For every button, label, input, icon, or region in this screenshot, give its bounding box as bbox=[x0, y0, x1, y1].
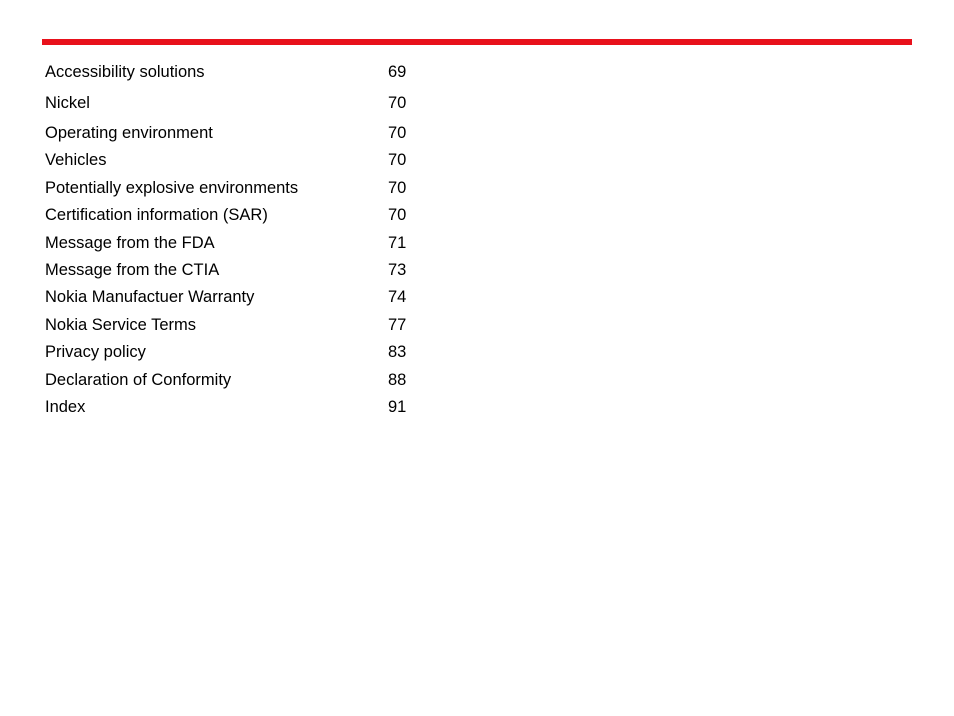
toc-entry-page: 70 bbox=[388, 151, 407, 170]
toc-entry-title: Potentially explosive environments bbox=[45, 178, 299, 197]
toc-entry-page: 70 bbox=[388, 124, 407, 142]
toc-entry-title: Index bbox=[45, 397, 86, 416]
toc-entry-title: Message from the FDA bbox=[45, 233, 215, 252]
toc-entry-page: 69 bbox=[388, 63, 407, 81]
toc-entry-title: Operating environment bbox=[45, 124, 213, 142]
toc-entry-page: 73 bbox=[388, 260, 407, 279]
toc-entry-page: 74 bbox=[388, 288, 407, 307]
toc-entry-page: 70 bbox=[388, 206, 407, 225]
toc-entry-title: Declaration of Conformity bbox=[45, 370, 232, 389]
header-rule bbox=[42, 39, 912, 45]
toc-entry-page: 70 bbox=[388, 178, 407, 197]
toc-entry-page: 88 bbox=[388, 370, 407, 389]
toc-entry-title: Accessibility solutions bbox=[45, 63, 205, 81]
toc-entry-page: 91 bbox=[388, 397, 407, 416]
toc-entry-page: 83 bbox=[388, 343, 407, 362]
toc-entry-title: Message from the CTIA bbox=[45, 260, 220, 279]
toc-entry-title: Vehicles bbox=[45, 151, 107, 170]
toc-entry-title: Privacy policy bbox=[45, 343, 146, 362]
toc-entry-title: Nickel bbox=[45, 93, 90, 112]
toc-entry-page: 77 bbox=[388, 315, 407, 334]
toc-entry-title: Nokia Service Terms bbox=[45, 315, 196, 334]
toc-entry-page: 70 bbox=[388, 93, 407, 112]
toc-entry-page: 71 bbox=[388, 233, 407, 252]
toc-entry-title: Nokia Manufactuer Warranty bbox=[45, 288, 255, 307]
toc-entry-title: Certification information (SAR) bbox=[45, 206, 268, 225]
